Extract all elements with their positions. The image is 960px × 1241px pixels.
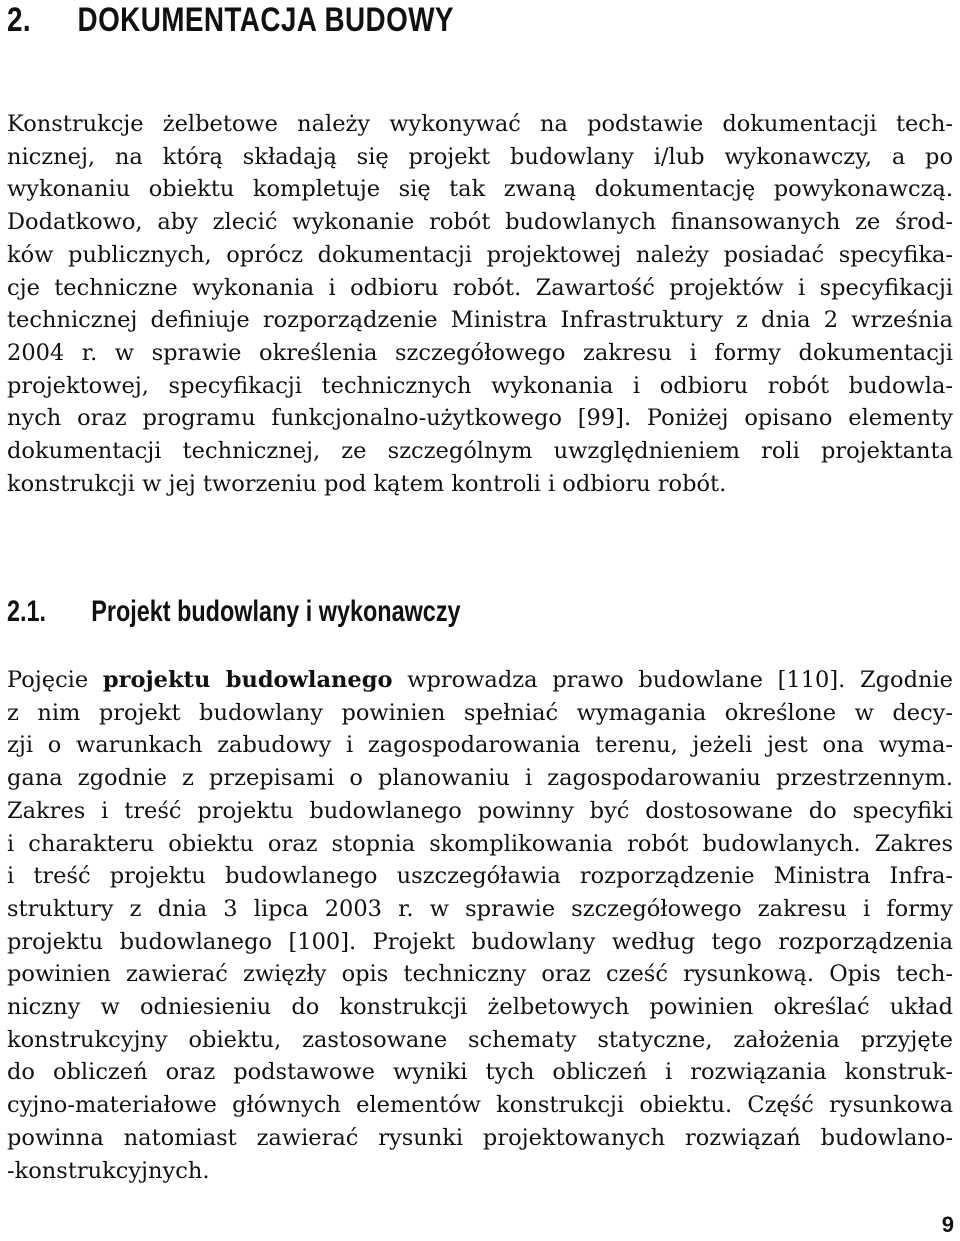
lead-text-after: wprowadza prawo budowlane [110]. Zgodnie (392, 667, 953, 693)
text-line: Konstrukcje żelbetowe należy wykonywać na podstawie dokumentacji tech- (7, 111, 953, 137)
paragraph-project (7, 664, 953, 1187)
section-number: 2.1. (7, 595, 47, 628)
text-line: powinna natomiast zawierać rysunki projektowanych rozwiązań budowlano- (7, 1124, 953, 1151)
text-line: zji o warunkach zabudowy i zagospodarowania terenu, jeżeli jest ona wyma- (7, 732, 953, 759)
text-line: technicznej definiuje rozporządzenie Ministra Infrastruktury z dnia 2 września (7, 307, 953, 334)
text-line: cyjno-materiałowe głównych elementów konstrukcji obiektu. Część rysunkowa (7, 1092, 953, 1119)
text-line: niczny w odniesieniu do konstrukcji żelbetowych powinien określać układ (7, 994, 953, 1021)
bold-term: projektu budowlanego (102, 667, 393, 693)
text-line: konstrukcyjny obiektu, zastosowane schematy statyczne, założenia przyjęte (7, 1026, 953, 1053)
text-line: Zakres i treść projektu budowlanego powinny być dostosowane do specyfiki (7, 797, 953, 824)
text-line: dokumentacji technicznej, ze szczególnym uwzględnieniem roli projektanta (7, 438, 953, 465)
lead-text-before: Pojęcie (7, 667, 103, 693)
text-line: powinien zawierać zwięzły opis techniczny oraz cześć rysunkową. Opis tech- (7, 961, 953, 988)
text-line: struktury z dnia 3 lipca 2003 r. w sprawie szczegółowego zakresu i formy (7, 895, 953, 922)
section-title: Projekt budowlany i wykonawczy (91, 595, 461, 628)
chapter-heading (7, 0, 454, 40)
text-line: i charakteru obiektu oraz stopnia skomplikowania robót budowlanych. Zakres (7, 830, 953, 857)
text-line: konstrukcji w jej tworzeniu pod kątem kontroli i odbioru robót. (7, 470, 727, 497)
text-line: i treść projektu budowlanego uszczegóławia rozporządzenie Ministra Infra- (7, 863, 953, 890)
text-line: nych oraz programu funkcjonalno-użytkowego [99]. Poniżej opisano elementy (7, 405, 953, 432)
text-line: nicznej, na którą składają się projekt budowlany i/lub wykonawczy, a po (7, 143, 953, 170)
text-line: gana zgodnie z przepisami o planowaniu i zagospodarowaniu przestrzennym. (7, 765, 953, 792)
text-line: 2004 r. w sprawie określenia szczegółowego zakresu i formy dokumentacji (7, 339, 953, 366)
text-line: do obliczeń oraz podstawowe wyniki tych obliczeń i rozwiązania konstruk- (7, 1059, 953, 1086)
text-line: -konstrukcyjnych. (7, 1157, 210, 1184)
text-line: Dodatkowo, aby zlecić wykonanie robót budowlanych finansowanych ze środ- (7, 209, 953, 236)
text-line: ków publicznych, oprócz dokumentacji projektowej należy posiadać specyfika- (7, 241, 953, 268)
section-heading (7, 592, 461, 632)
paragraph-intro (7, 108, 953, 500)
text-line: projektowej, specyfikacji technicznych wykonania i odbioru robót budowla- (7, 372, 953, 399)
chapter-title: DOKUMENTACJA BUDOWY (77, 1, 454, 39)
text-line: cje techniczne wykonania i odbioru robót. Zawartość projektów i specyfikacji (7, 274, 953, 301)
text-line-lead (7, 664, 953, 697)
text-line: projektu budowlanego [100]. Projekt budowlany według tego rozporządzenia (7, 928, 953, 955)
text-line: wykonaniu obiektu kompletuje się tak zwaną dokumentację powykonawczą. (7, 176, 953, 203)
chapter-number: 2. (7, 1, 32, 39)
text-line: z nim projekt budowlany powinien spełniać wymagania określone w decy- (7, 699, 953, 726)
page-number: 9 (941, 1212, 954, 1237)
